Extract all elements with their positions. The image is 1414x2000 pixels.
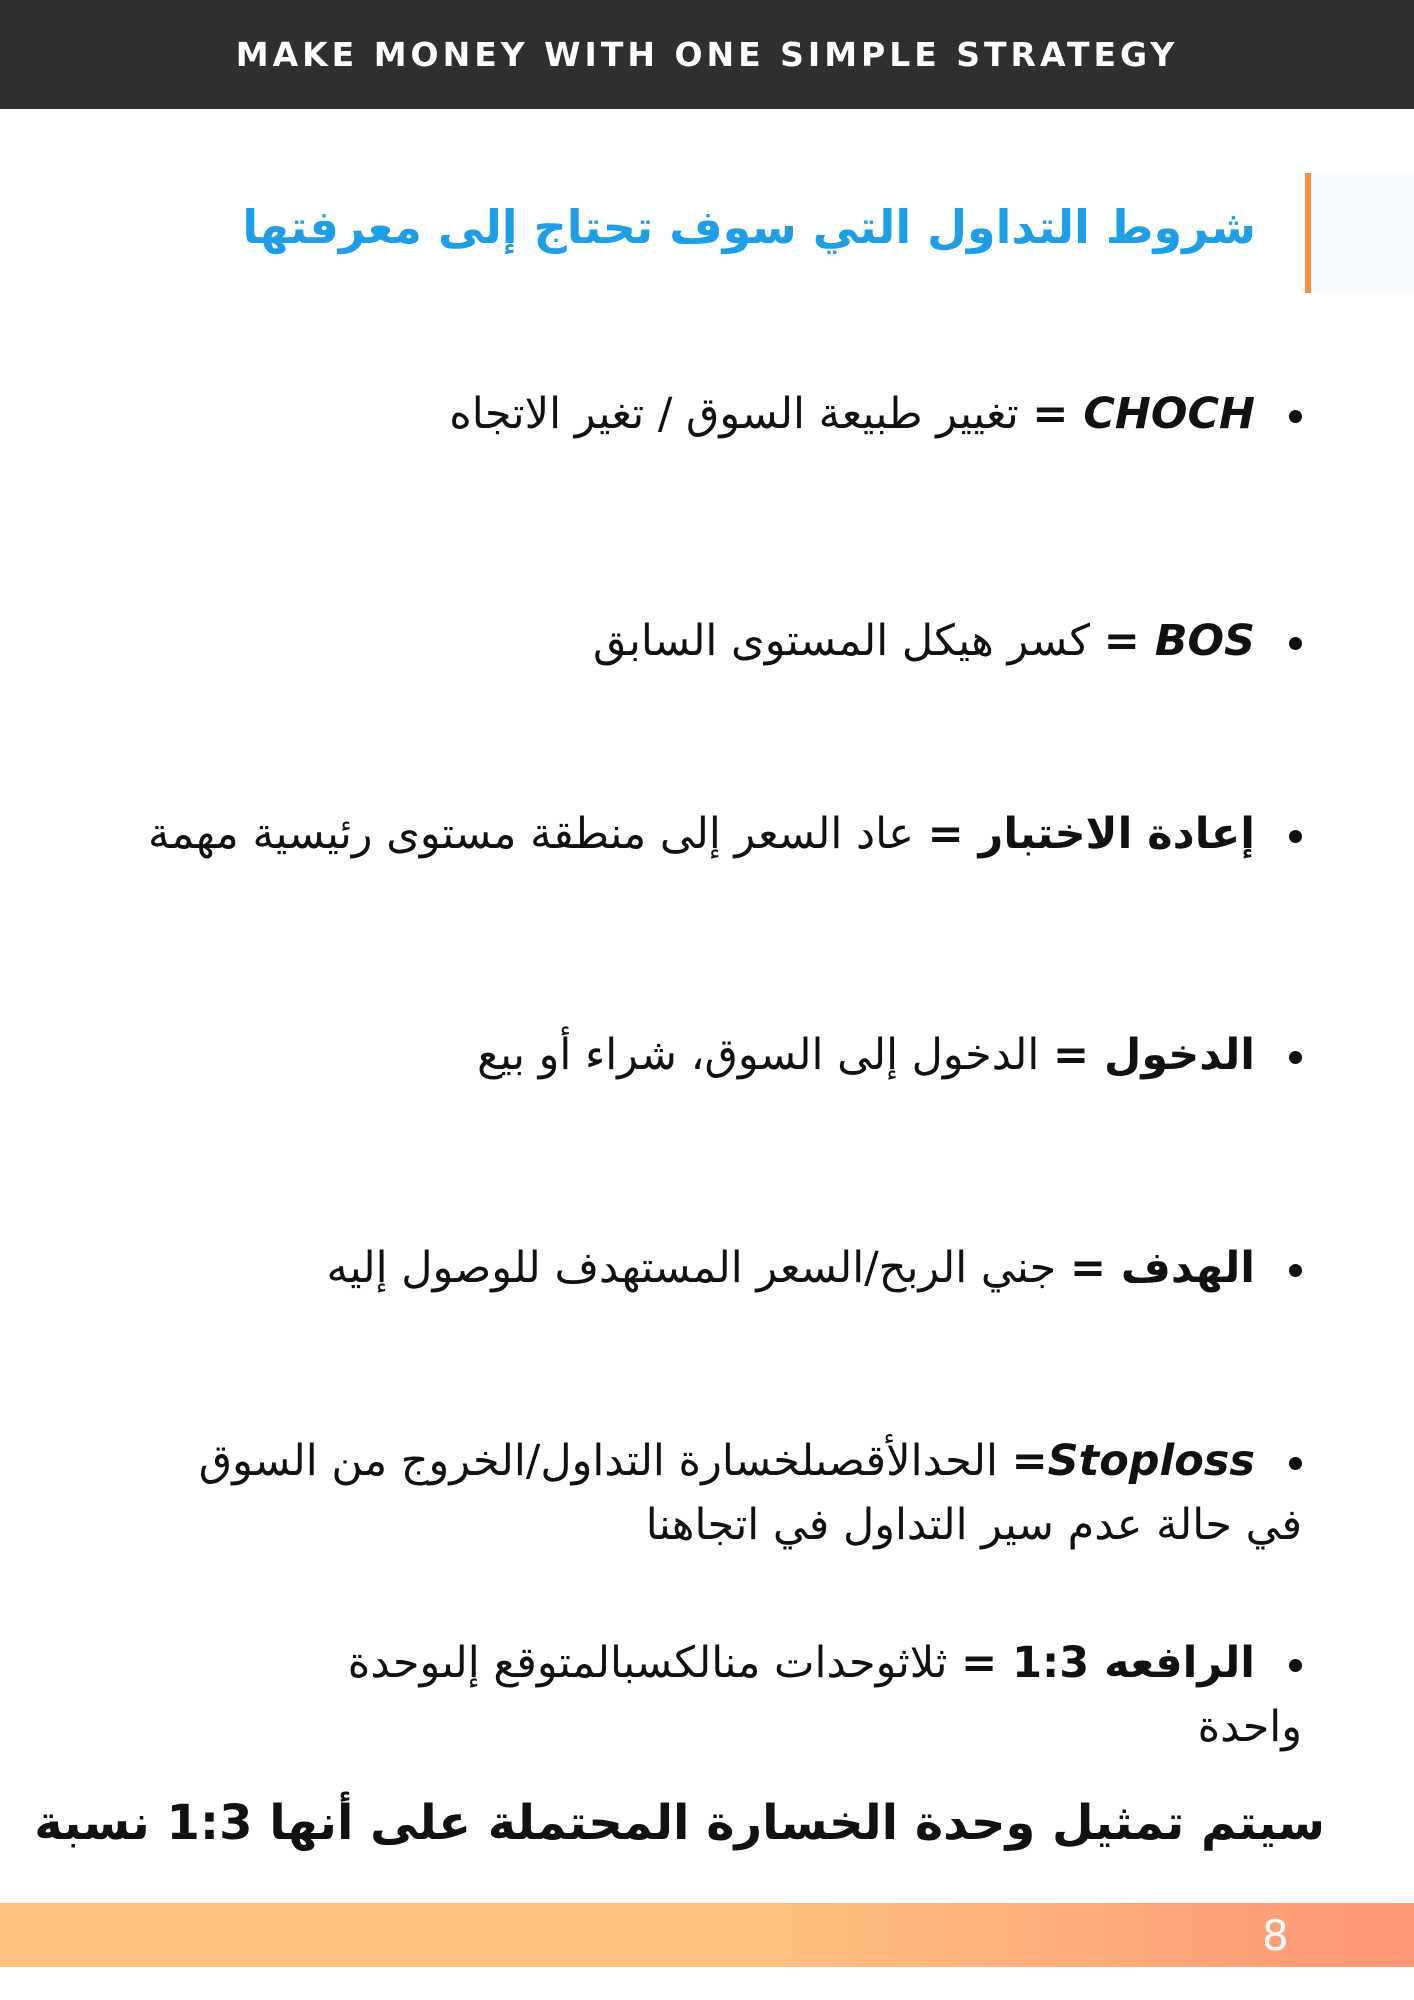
term: BOS =	[1103, 616, 1255, 666]
term: الرافعه 1:3 =	[961, 1638, 1255, 1688]
term: الدخول =	[1053, 1030, 1255, 1080]
definition: ثلاثوحدات منالكسبالمتوقع إلىوحدة	[347, 1638, 962, 1688]
bullet-icon	[1289, 830, 1302, 843]
bullet-icon	[1289, 637, 1302, 650]
final-note: سيتم تمثيل وحدة الخسارة المحتملة على أنها 1:3 نسبة	[34, 1795, 1325, 1851]
bullet-icon	[1289, 1051, 1302, 1064]
list-item-entry	[477, 1023, 1302, 1087]
term: الهدف =	[1069, 1243, 1255, 1293]
bullet-icon	[1289, 410, 1302, 423]
list-item-choch	[449, 382, 1302, 446]
list-item-stoploss	[199, 1429, 1302, 1557]
term: CHOCH =	[1032, 389, 1255, 439]
bullet-icon	[1289, 1659, 1302, 1672]
definition: جني الربح/السعر المستهدف للوصول إليه	[326, 1243, 1070, 1293]
page-number: 8	[1262, 1911, 1289, 1960]
page-header	[0, 0, 1414, 109]
bullet-icon	[1289, 1264, 1302, 1277]
bullet-icon	[1289, 1457, 1302, 1470]
page-footer	[0, 1903, 1414, 1967]
list-item-leverage	[348, 1631, 1302, 1759]
title-accent-background	[1310, 173, 1414, 293]
definition: الدخول إلى السوق، شراء أو بيع	[477, 1030, 1054, 1080]
list-item-retest	[148, 802, 1302, 866]
definition: الحدالأقصىلخسارة التداول/الخروج من السوق	[198, 1436, 1012, 1486]
list-item-bos	[593, 609, 1302, 673]
definition: كسر هيكل المستوى السابق	[593, 616, 1104, 666]
term: إعادة الاختبار =	[927, 809, 1255, 859]
title-accent-bar	[1305, 173, 1311, 293]
section-title: شروط التداول التي سوف تحتاج إلى معرفتها	[242, 200, 1256, 254]
definition: تغيير طبيعة السوق / تغير الاتجاه	[449, 389, 1033, 439]
definition: عاد السعر إلى منطقة مستوى رئيسية مهمة	[148, 809, 928, 859]
definition-line-2: واحدة	[1197, 1702, 1302, 1752]
term: Stoploss=	[1011, 1436, 1255, 1486]
definition-line-2: في حالة عدم سير التداول في اتجاهنا	[645, 1500, 1302, 1550]
header-title: MAKE MONEY WITH ONE SIMPLE STRATEGY	[235, 35, 1179, 74]
list-item-target	[327, 1236, 1302, 1300]
